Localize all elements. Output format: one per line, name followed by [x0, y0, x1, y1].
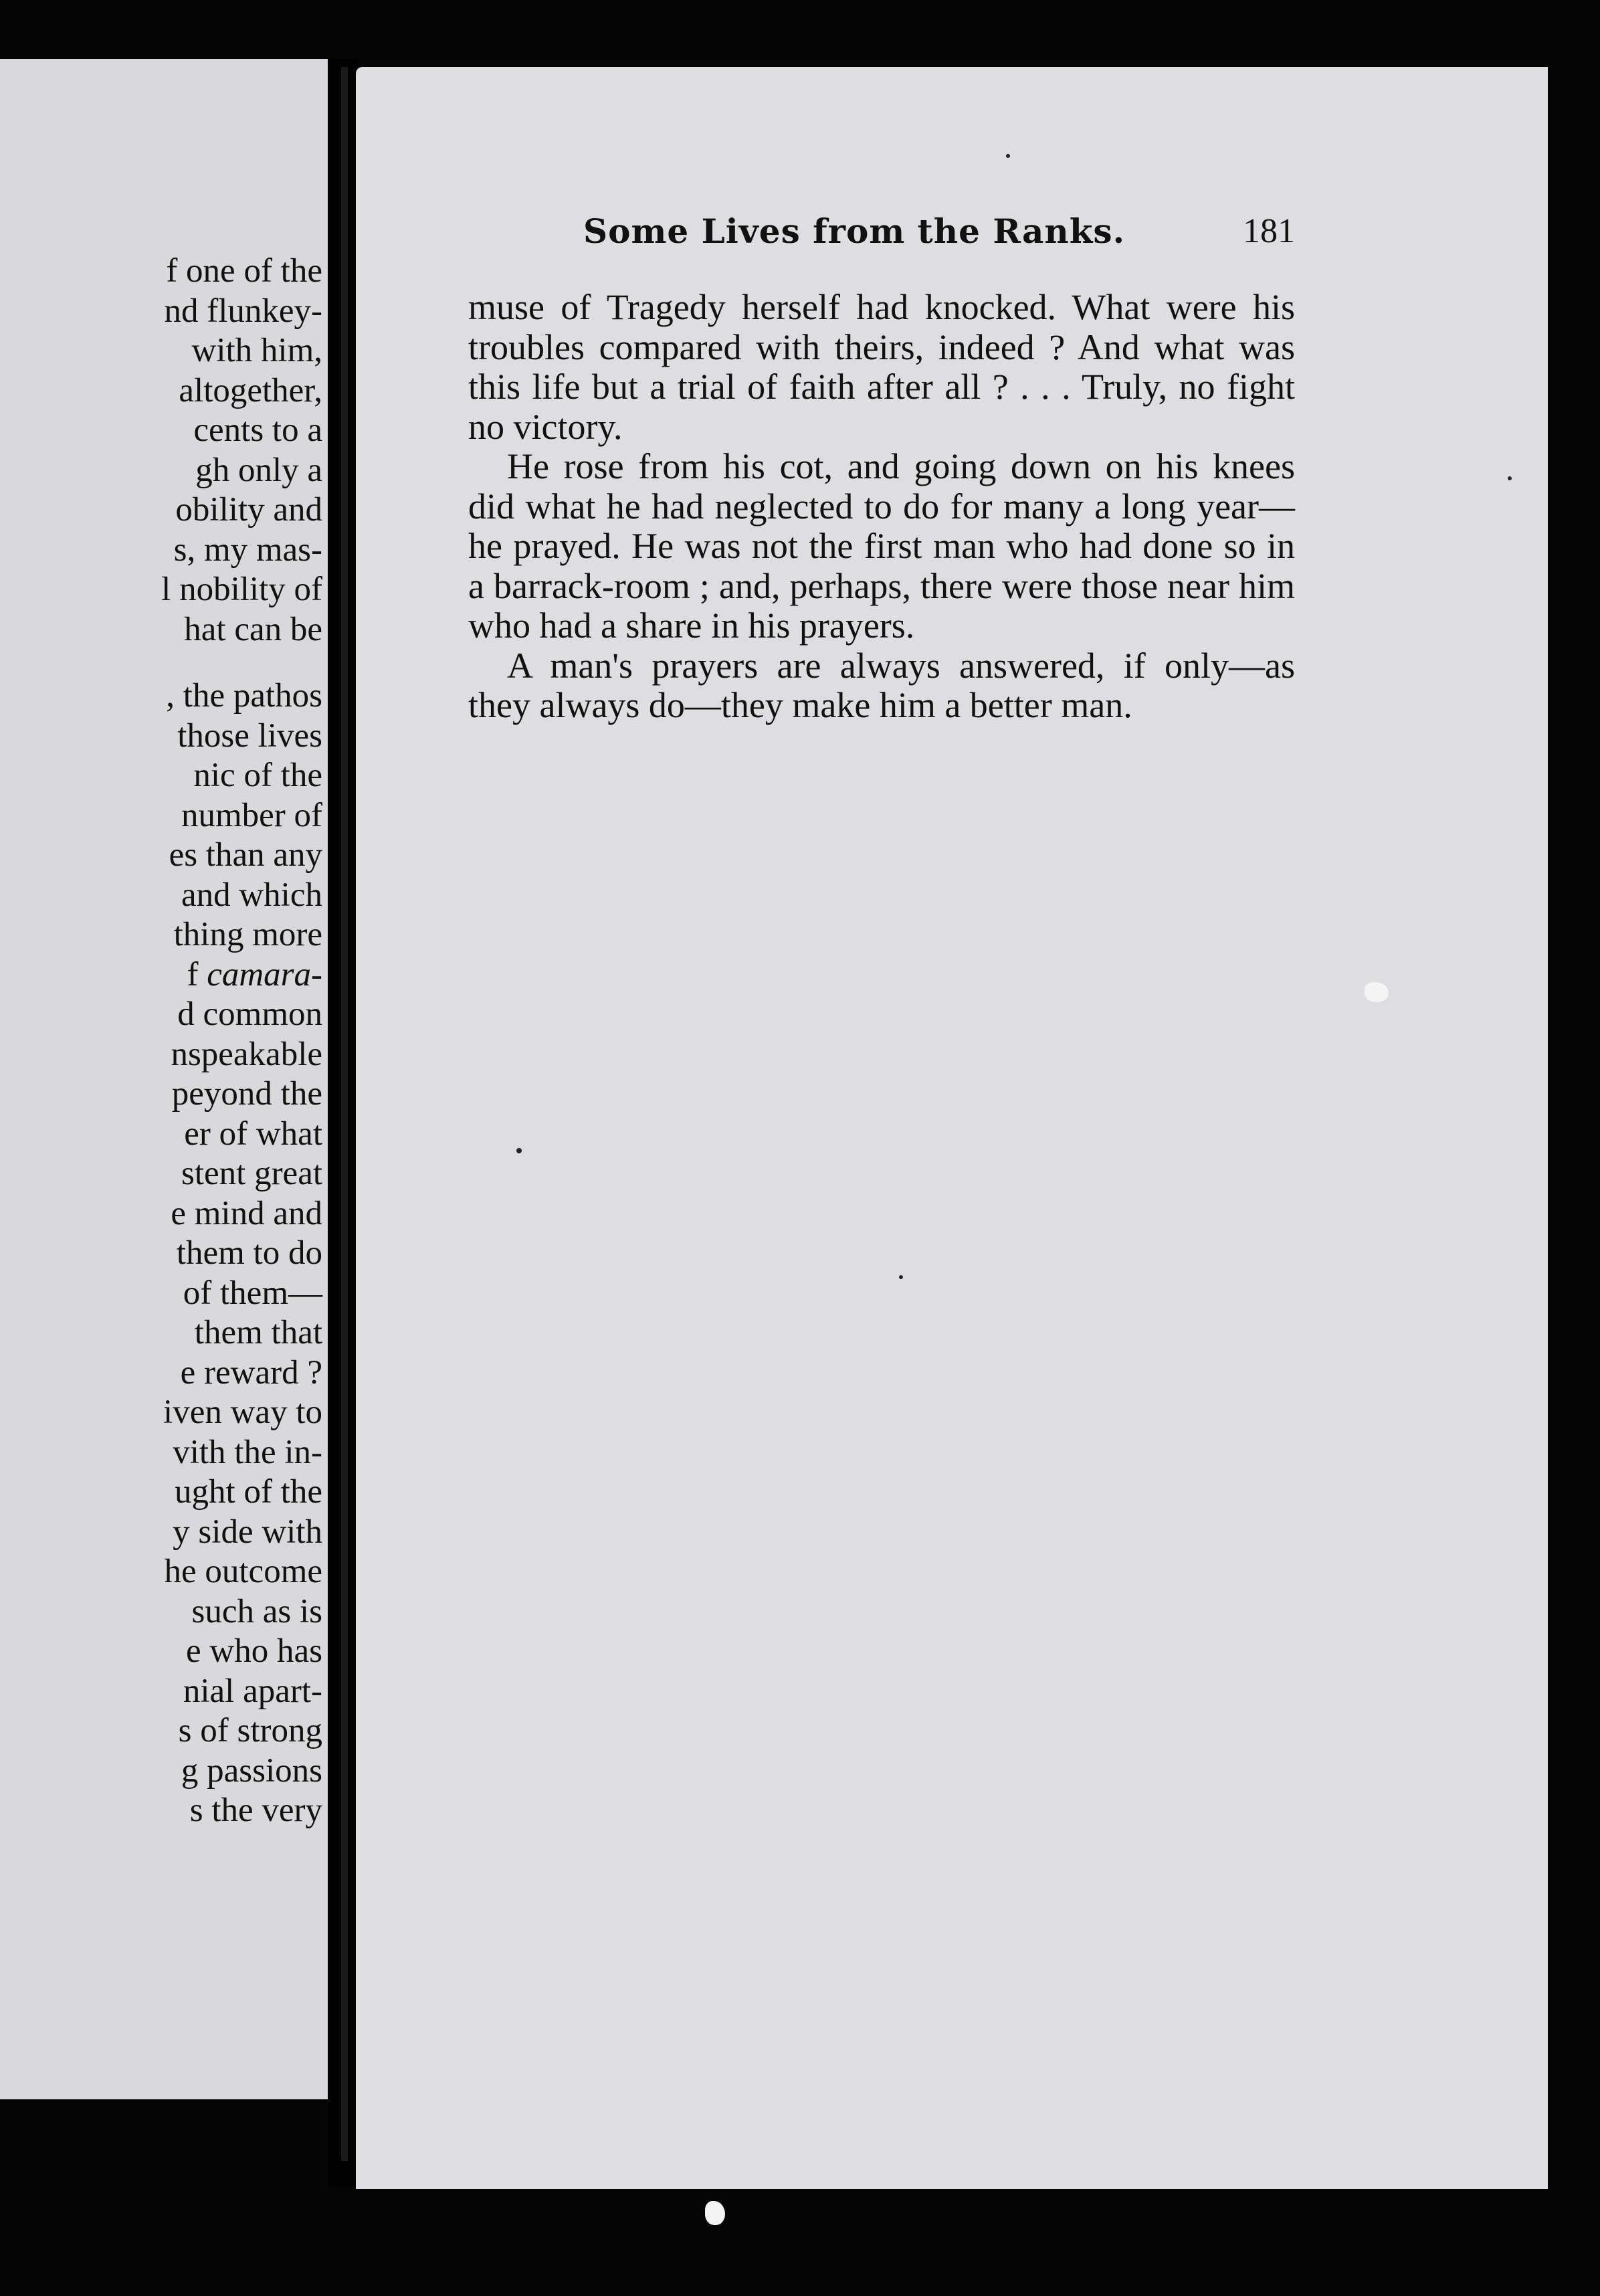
- running-title: Some Lives from the Ranks.: [583, 211, 1125, 251]
- left-page-line: s the very: [189, 1792, 322, 1829]
- left-page-line: ught of the: [175, 1473, 322, 1511]
- left-page-line: g passions: [181, 1751, 322, 1790]
- left-page-line: iven way to: [163, 1394, 322, 1431]
- left-page-line: them that: [194, 1314, 322, 1351]
- left-page-line: them to do: [176, 1234, 322, 1272]
- left-page-line: nspeakable: [171, 1035, 322, 1073]
- left-page-line: altogether,: [179, 371, 322, 409]
- running-head: [583, 211, 1295, 252]
- scan-speck: [1006, 154, 1010, 158]
- left-page: [0, 59, 328, 2099]
- paragraph-2: He rose from his cot, and going down on his knees did what he had neglected to do for many a long year—he prayed. He was not the first man who had done so in a barrack-room ; and, perhaps, there were those near him who had a share in his prayers.: [468, 446, 1295, 646]
- left-page-line: those lives: [177, 716, 322, 755]
- left-page-line: of them—: [183, 1274, 322, 1312]
- gutter-shadow: [341, 67, 348, 2161]
- paragraph-3: A man's prayers are always answered, if only—as they always do—they make him a better man.: [468, 645, 1295, 725]
- left-page-line: , the pathos: [166, 677, 322, 714]
- left-page-line: e reward ?: [180, 1353, 322, 1392]
- left-page-line: s of strong: [178, 1712, 322, 1749]
- left-page-line: with him,: [191, 332, 322, 369]
- left-page-line: d common: [177, 995, 322, 1033]
- scan-speck: [516, 1148, 522, 1153]
- left-page-line: vith the in-: [173, 1433, 322, 1471]
- left-page-line: and which: [181, 876, 322, 914]
- left-page-line: cents to a: [193, 411, 322, 449]
- left-page-line: he outcome: [164, 1553, 322, 1590]
- left-page-line: e mind and: [171, 1194, 322, 1232]
- left-page-line: f camara-: [187, 955, 322, 993]
- left-page-line: l nobility of: [161, 571, 322, 608]
- left-page-line: hat can be: [184, 610, 322, 648]
- paper-blemish: [705, 2201, 725, 2225]
- scan-speck: [1508, 476, 1512, 480]
- left-page-line: er of what: [184, 1115, 322, 1153]
- left-page-line: number of: [181, 796, 322, 834]
- left-page-line: s, my mas-: [173, 531, 322, 569]
- left-page-line: f one of the: [166, 252, 322, 290]
- scan-speck: [899, 1275, 903, 1279]
- left-page-line: es than any: [169, 836, 322, 874]
- left-page-line: e who has: [186, 1632, 322, 1670]
- left-page-line: gh only a: [195, 451, 322, 489]
- left-page-text-column: [0, 252, 322, 1831]
- left-page-line: such as is: [191, 1592, 322, 1630]
- left-page-line: nd flunkey-: [164, 292, 322, 330]
- left-page-line: peyond the: [171, 1075, 322, 1113]
- left-page-line: y side with: [173, 1513, 322, 1551]
- page-number: 181: [1243, 212, 1295, 250]
- right-page-body: [468, 288, 1295, 726]
- left-page-line: nial apart-: [183, 1672, 322, 1710]
- paper-blemish: [1365, 982, 1389, 1002]
- left-page-line: nic of the: [193, 757, 322, 794]
- left-page-line: stent great: [181, 1155, 322, 1192]
- left-page-line: thing more: [173, 916, 322, 953]
- left-page-line: obility and: [175, 491, 322, 529]
- paragraph-1: muse of Tragedy herself had knocked. What were his troubles compared with theirs, indeed ? And what was this life but a trial of faith after all ? . . . Truly, no fight no victory.: [468, 287, 1295, 447]
